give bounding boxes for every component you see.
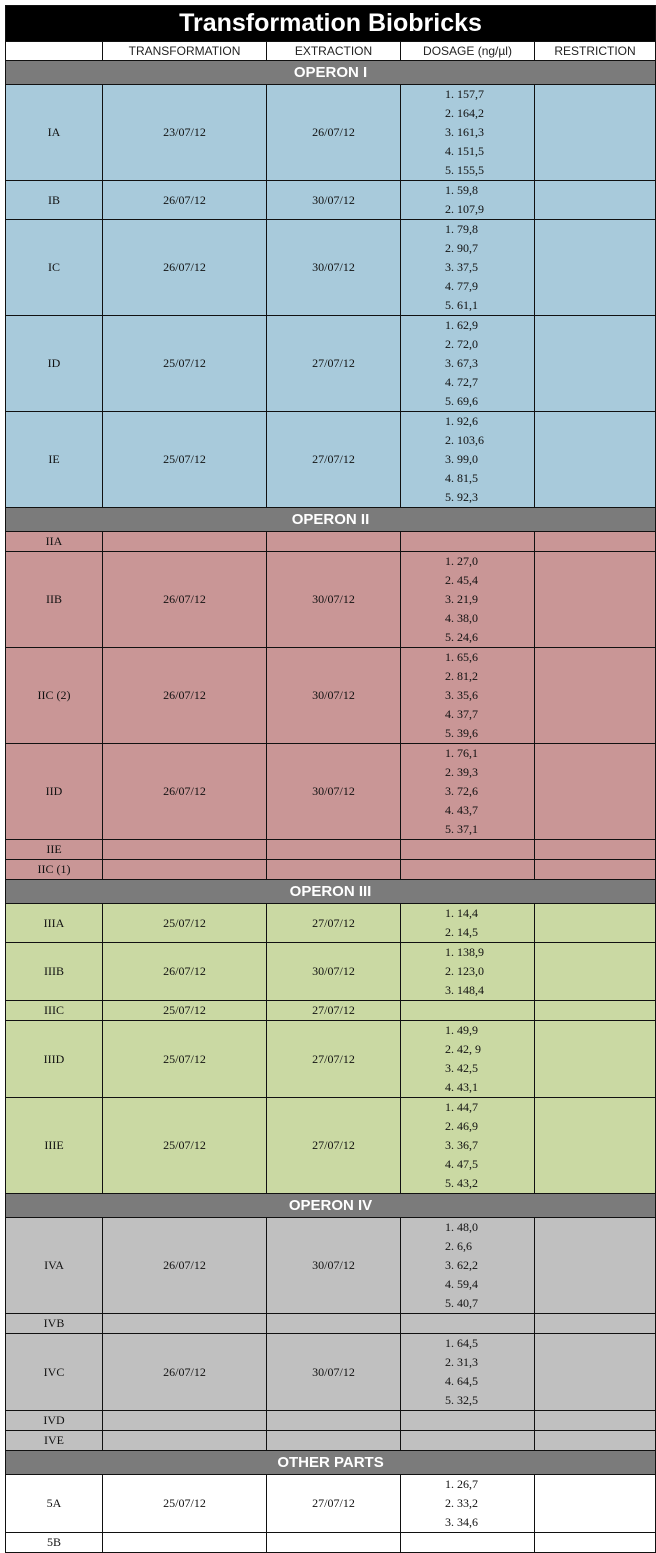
row-name-cell: IB (6, 181, 103, 220)
table-row (6, 744, 656, 840)
table-row (6, 1533, 656, 1553)
dosage-cell (401, 1314, 535, 1334)
dosage-value: 3. 161,3 (445, 125, 484, 139)
transformation-date-cell: 26/07/12 (103, 744, 267, 840)
dosage-cell (401, 412, 535, 508)
dosage-value: 4. 77,9 (445, 279, 478, 293)
row-name-cell: IVA (6, 1218, 103, 1314)
table-title: Transformation Biobricks (6, 6, 656, 42)
table-row (6, 904, 656, 943)
dosage-cell (401, 1334, 535, 1411)
row-name-cell: IVE (6, 1431, 103, 1451)
dosage-value: 3. 35,6 (445, 688, 478, 702)
dosage-value: 2. 45,4 (445, 573, 478, 587)
dosage-value: 4. 47,5 (445, 1157, 478, 1171)
dosage-value: 1. 49,9 (445, 1023, 478, 1037)
table-row (6, 1334, 656, 1411)
dosage-value: 2. 123,0 (445, 964, 484, 978)
dosage-cell (401, 1411, 535, 1431)
dosage-cell (401, 943, 535, 1001)
extraction-date-cell: 30/07/12 (267, 648, 401, 744)
table-row (6, 840, 656, 860)
dosage-value: 5. 61,1 (445, 298, 478, 312)
dosage-value: 2. 103,6 (445, 433, 484, 447)
dosage-cell (401, 1098, 535, 1194)
restriction-cell (535, 943, 656, 1001)
table-row (6, 1431, 656, 1451)
table-row (6, 1475, 656, 1533)
transformation-date-cell: 26/07/12 (103, 552, 267, 648)
dosage-cell (401, 1475, 535, 1533)
table-row (6, 316, 656, 412)
extraction-date-cell: 27/07/12 (267, 1098, 401, 1194)
row-name-cell: IIIA (6, 904, 103, 943)
dosage-value: 1. 27,0 (445, 554, 478, 568)
transformation-date-cell (103, 860, 267, 880)
restriction-cell (535, 1218, 656, 1314)
dosage-value: 2. 14,5 (445, 925, 478, 939)
extraction-date-cell: 27/07/12 (267, 316, 401, 412)
row-name-cell: IIB (6, 552, 103, 648)
row-name-cell: ID (6, 316, 103, 412)
restriction-cell (535, 181, 656, 220)
dosage-cell (401, 532, 535, 552)
table-row (6, 1411, 656, 1431)
dosage-value: 4. 38,0 (445, 611, 478, 625)
restriction-cell (535, 1411, 656, 1431)
dosage-value: 4. 59,4 (445, 1277, 478, 1291)
row-name-cell: IIC (1) (6, 860, 103, 880)
dosage-value: 4. 81,5 (445, 471, 478, 485)
row-name-cell: IIIB (6, 943, 103, 1001)
section-operon-iv (6, 1194, 656, 1218)
transformation-date-cell: 25/07/12 (103, 316, 267, 412)
transformation-date-cell (103, 532, 267, 552)
transformation-date-cell: 23/07/12 (103, 85, 267, 181)
dosage-cell (401, 220, 535, 316)
dosage-value: 1. 59,8 (445, 183, 478, 197)
dosage-cell (401, 840, 535, 860)
dosage-value: 3. 67,3 (445, 356, 478, 370)
dosage-value: 1. 79,8 (445, 222, 478, 236)
table-row (6, 860, 656, 880)
restriction-cell (535, 904, 656, 943)
extraction-date-cell: 27/07/12 (267, 1001, 401, 1021)
dosage-value: 3. 62,2 (445, 1258, 478, 1272)
extraction-date-cell: 27/07/12 (267, 1475, 401, 1533)
dosage-value: 3. 148,4 (445, 983, 484, 997)
transformation-date-cell (103, 1533, 267, 1553)
section-title: OPERON II (6, 508, 656, 532)
dosage-value: 3. 36,7 (445, 1138, 478, 1152)
table-body (6, 6, 656, 1553)
dosage-cell (401, 744, 535, 840)
dosage-value: 1. 14,4 (445, 906, 478, 920)
restriction-cell (535, 85, 656, 181)
restriction-cell (535, 840, 656, 860)
dosage-cell (401, 181, 535, 220)
dosage-value: 2. 72,0 (445, 337, 478, 351)
restriction-cell (535, 316, 656, 412)
restriction-cell (535, 1475, 656, 1533)
dosage-value: 4. 72,7 (445, 375, 478, 389)
transformation-date-cell: 26/07/12 (103, 1218, 267, 1314)
restriction-cell (535, 860, 656, 880)
dosage-value: 4. 43,7 (445, 803, 478, 817)
table-row (6, 412, 656, 508)
dosage-value: 2. 42, 9 (445, 1042, 481, 1056)
extraction-date-cell: 30/07/12 (267, 220, 401, 316)
section-other-parts (6, 1451, 656, 1475)
dosage-cell (401, 1431, 535, 1451)
dosage-value: 2. 39,3 (445, 765, 478, 779)
transformation-date-cell (103, 840, 267, 860)
transformation-date-cell: 26/07/12 (103, 1334, 267, 1411)
extraction-date-cell (267, 1314, 401, 1334)
table-row (6, 1021, 656, 1098)
header-name (6, 42, 103, 61)
table-row (6, 943, 656, 1001)
extraction-date-cell (267, 532, 401, 552)
dosage-value: 2. 164,2 (445, 106, 484, 120)
restriction-cell (535, 1314, 656, 1334)
dosage-value: 1. 48,0 (445, 1220, 478, 1234)
table-row (6, 181, 656, 220)
dosage-value: 3. 37,5 (445, 260, 478, 274)
dosage-value: 4. 43,1 (445, 1080, 478, 1094)
transformation-date-cell: 25/07/12 (103, 1098, 267, 1194)
extraction-date-cell: 30/07/12 (267, 1218, 401, 1314)
extraction-date-cell: 27/07/12 (267, 1021, 401, 1098)
section-title: OPERON III (6, 880, 656, 904)
dosage-value: 1. 44,7 (445, 1100, 478, 1114)
transformation-date-cell: 26/07/12 (103, 648, 267, 744)
section-title: OPERON IV (6, 1194, 656, 1218)
dosage-value: 1. 62,9 (445, 318, 478, 332)
dosage-value: 3. 34,6 (445, 1515, 478, 1529)
dosage-cell (401, 1533, 535, 1553)
extraction-date-cell: 27/07/12 (267, 904, 401, 943)
restriction-cell (535, 1533, 656, 1553)
header-dosage: DOSAGE (ng/µl) (401, 42, 535, 61)
extraction-date-cell (267, 840, 401, 860)
restriction-cell (535, 220, 656, 316)
dosage-cell (401, 1218, 535, 1314)
extraction-date-cell (267, 1431, 401, 1451)
extraction-date-cell: 30/07/12 (267, 1334, 401, 1411)
dosage-value: 1. 138,9 (445, 945, 484, 959)
transformation-date-cell: 25/07/12 (103, 1475, 267, 1533)
dosage-value: 1. 92,6 (445, 414, 478, 428)
header-transformation: TRANSFORMATION (103, 42, 267, 61)
dosage-cell (401, 904, 535, 943)
dosage-value: 5. 92,3 (445, 490, 478, 504)
dosage-value: 1. 65,6 (445, 650, 478, 664)
extraction-date-cell: 30/07/12 (267, 943, 401, 1001)
dosage-cell (401, 316, 535, 412)
extraction-date-cell (267, 1533, 401, 1553)
dosage-value: 3. 99,0 (445, 452, 478, 466)
dosage-value: 2. 31,3 (445, 1355, 478, 1369)
row-name-cell: IIE (6, 840, 103, 860)
row-name-cell: IIID (6, 1021, 103, 1098)
restriction-cell (535, 532, 656, 552)
transformation-date-cell: 25/07/12 (103, 904, 267, 943)
table-row (6, 1098, 656, 1194)
restriction-cell (535, 648, 656, 744)
dosage-value: 3. 72,6 (445, 784, 478, 798)
restriction-cell (535, 1098, 656, 1194)
transformation-date-cell: 26/07/12 (103, 943, 267, 1001)
extraction-date-cell (267, 860, 401, 880)
table-row (6, 552, 656, 648)
dosage-value: 2. 33,2 (445, 1496, 478, 1510)
extraction-date-cell: 26/07/12 (267, 85, 401, 181)
row-name-cell: IE (6, 412, 103, 508)
row-name-cell: IIA (6, 532, 103, 552)
dosage-value: 5. 155,5 (445, 163, 484, 177)
table-row (6, 1314, 656, 1334)
biobricks-table (5, 5, 656, 1553)
transformation-date-cell (103, 1431, 267, 1451)
restriction-cell (535, 744, 656, 840)
header-row (6, 42, 656, 61)
restriction-cell (535, 552, 656, 648)
dosage-value: 2. 81,2 (445, 669, 478, 683)
dosage-value: 3. 42,5 (445, 1061, 478, 1075)
row-name-cell: IIC (2) (6, 648, 103, 744)
table-row (6, 648, 656, 744)
header-restriction: RESTRICTION (535, 42, 656, 61)
section-operon-ii (6, 508, 656, 532)
row-name-cell: IID (6, 744, 103, 840)
dosage-value: 1. 64,5 (445, 1336, 478, 1350)
dosage-cell (401, 1001, 535, 1021)
transformation-date-cell: 25/07/12 (103, 1021, 267, 1098)
dosage-value: 4. 37,7 (445, 707, 478, 721)
section-title: OPERON I (6, 61, 656, 85)
dosage-value: 2. 46,9 (445, 1119, 478, 1133)
row-name-cell: IIIE (6, 1098, 103, 1194)
restriction-cell (535, 1431, 656, 1451)
row-name-cell: 5A (6, 1475, 103, 1533)
dosage-value: 1. 157,7 (445, 87, 484, 101)
section-operon-iii (6, 880, 656, 904)
restriction-cell (535, 1021, 656, 1098)
dosage-cell (401, 85, 535, 181)
table-row (6, 85, 656, 181)
restriction-cell (535, 1001, 656, 1021)
row-name-cell: IC (6, 220, 103, 316)
dosage-cell (401, 860, 535, 880)
dosage-value: 1. 26,7 (445, 1477, 478, 1491)
restriction-cell (535, 412, 656, 508)
transformation-date-cell: 25/07/12 (103, 1001, 267, 1021)
header-extraction: EXTRACTION (267, 42, 401, 61)
table-row (6, 1218, 656, 1314)
dosage-value: 3. 21,9 (445, 592, 478, 606)
table-row (6, 220, 656, 316)
dosage-cell (401, 1021, 535, 1098)
table-row (6, 532, 656, 552)
row-name-cell: IIIC (6, 1001, 103, 1021)
dosage-value: 5. 32,5 (445, 1393, 478, 1407)
row-name-cell: IVB (6, 1314, 103, 1334)
row-name-cell: IA (6, 85, 103, 181)
dosage-value: 5. 43,2 (445, 1176, 478, 1190)
dosage-value: 4. 64,5 (445, 1374, 478, 1388)
extraction-date-cell: 30/07/12 (267, 744, 401, 840)
dosage-value: 1. 76,1 (445, 746, 478, 760)
row-name-cell: IVD (6, 1411, 103, 1431)
table-row (6, 1001, 656, 1021)
extraction-date-cell: 30/07/12 (267, 181, 401, 220)
dosage-cell (401, 552, 535, 648)
extraction-date-cell (267, 1411, 401, 1431)
dosage-value: 5. 39,6 (445, 726, 478, 740)
transformation-date-cell (103, 1411, 267, 1431)
dosage-cell (401, 648, 535, 744)
transformation-date-cell: 26/07/12 (103, 220, 267, 316)
dosage-value: 5. 37,1 (445, 822, 478, 836)
dosage-value: 5. 69,6 (445, 394, 478, 408)
transformation-date-cell: 25/07/12 (103, 412, 267, 508)
row-name-cell: IVC (6, 1334, 103, 1411)
dosage-value: 2. 6,6 (445, 1239, 472, 1253)
transformation-date-cell: 26/07/12 (103, 181, 267, 220)
restriction-cell (535, 1334, 656, 1411)
dosage-value: 2. 90,7 (445, 241, 478, 255)
dosage-value: 4. 151,5 (445, 144, 484, 158)
transformation-date-cell (103, 1314, 267, 1334)
dosage-value: 2. 107,9 (445, 202, 484, 216)
section-title: OTHER PARTS (6, 1451, 656, 1475)
extraction-date-cell: 30/07/12 (267, 552, 401, 648)
section-operon-i (6, 61, 656, 85)
dosage-value: 5. 40,7 (445, 1296, 478, 1310)
title-row (6, 6, 656, 42)
extraction-date-cell: 27/07/12 (267, 412, 401, 508)
row-name-cell: 5B (6, 1533, 103, 1553)
dosage-value: 5. 24,6 (445, 630, 478, 644)
